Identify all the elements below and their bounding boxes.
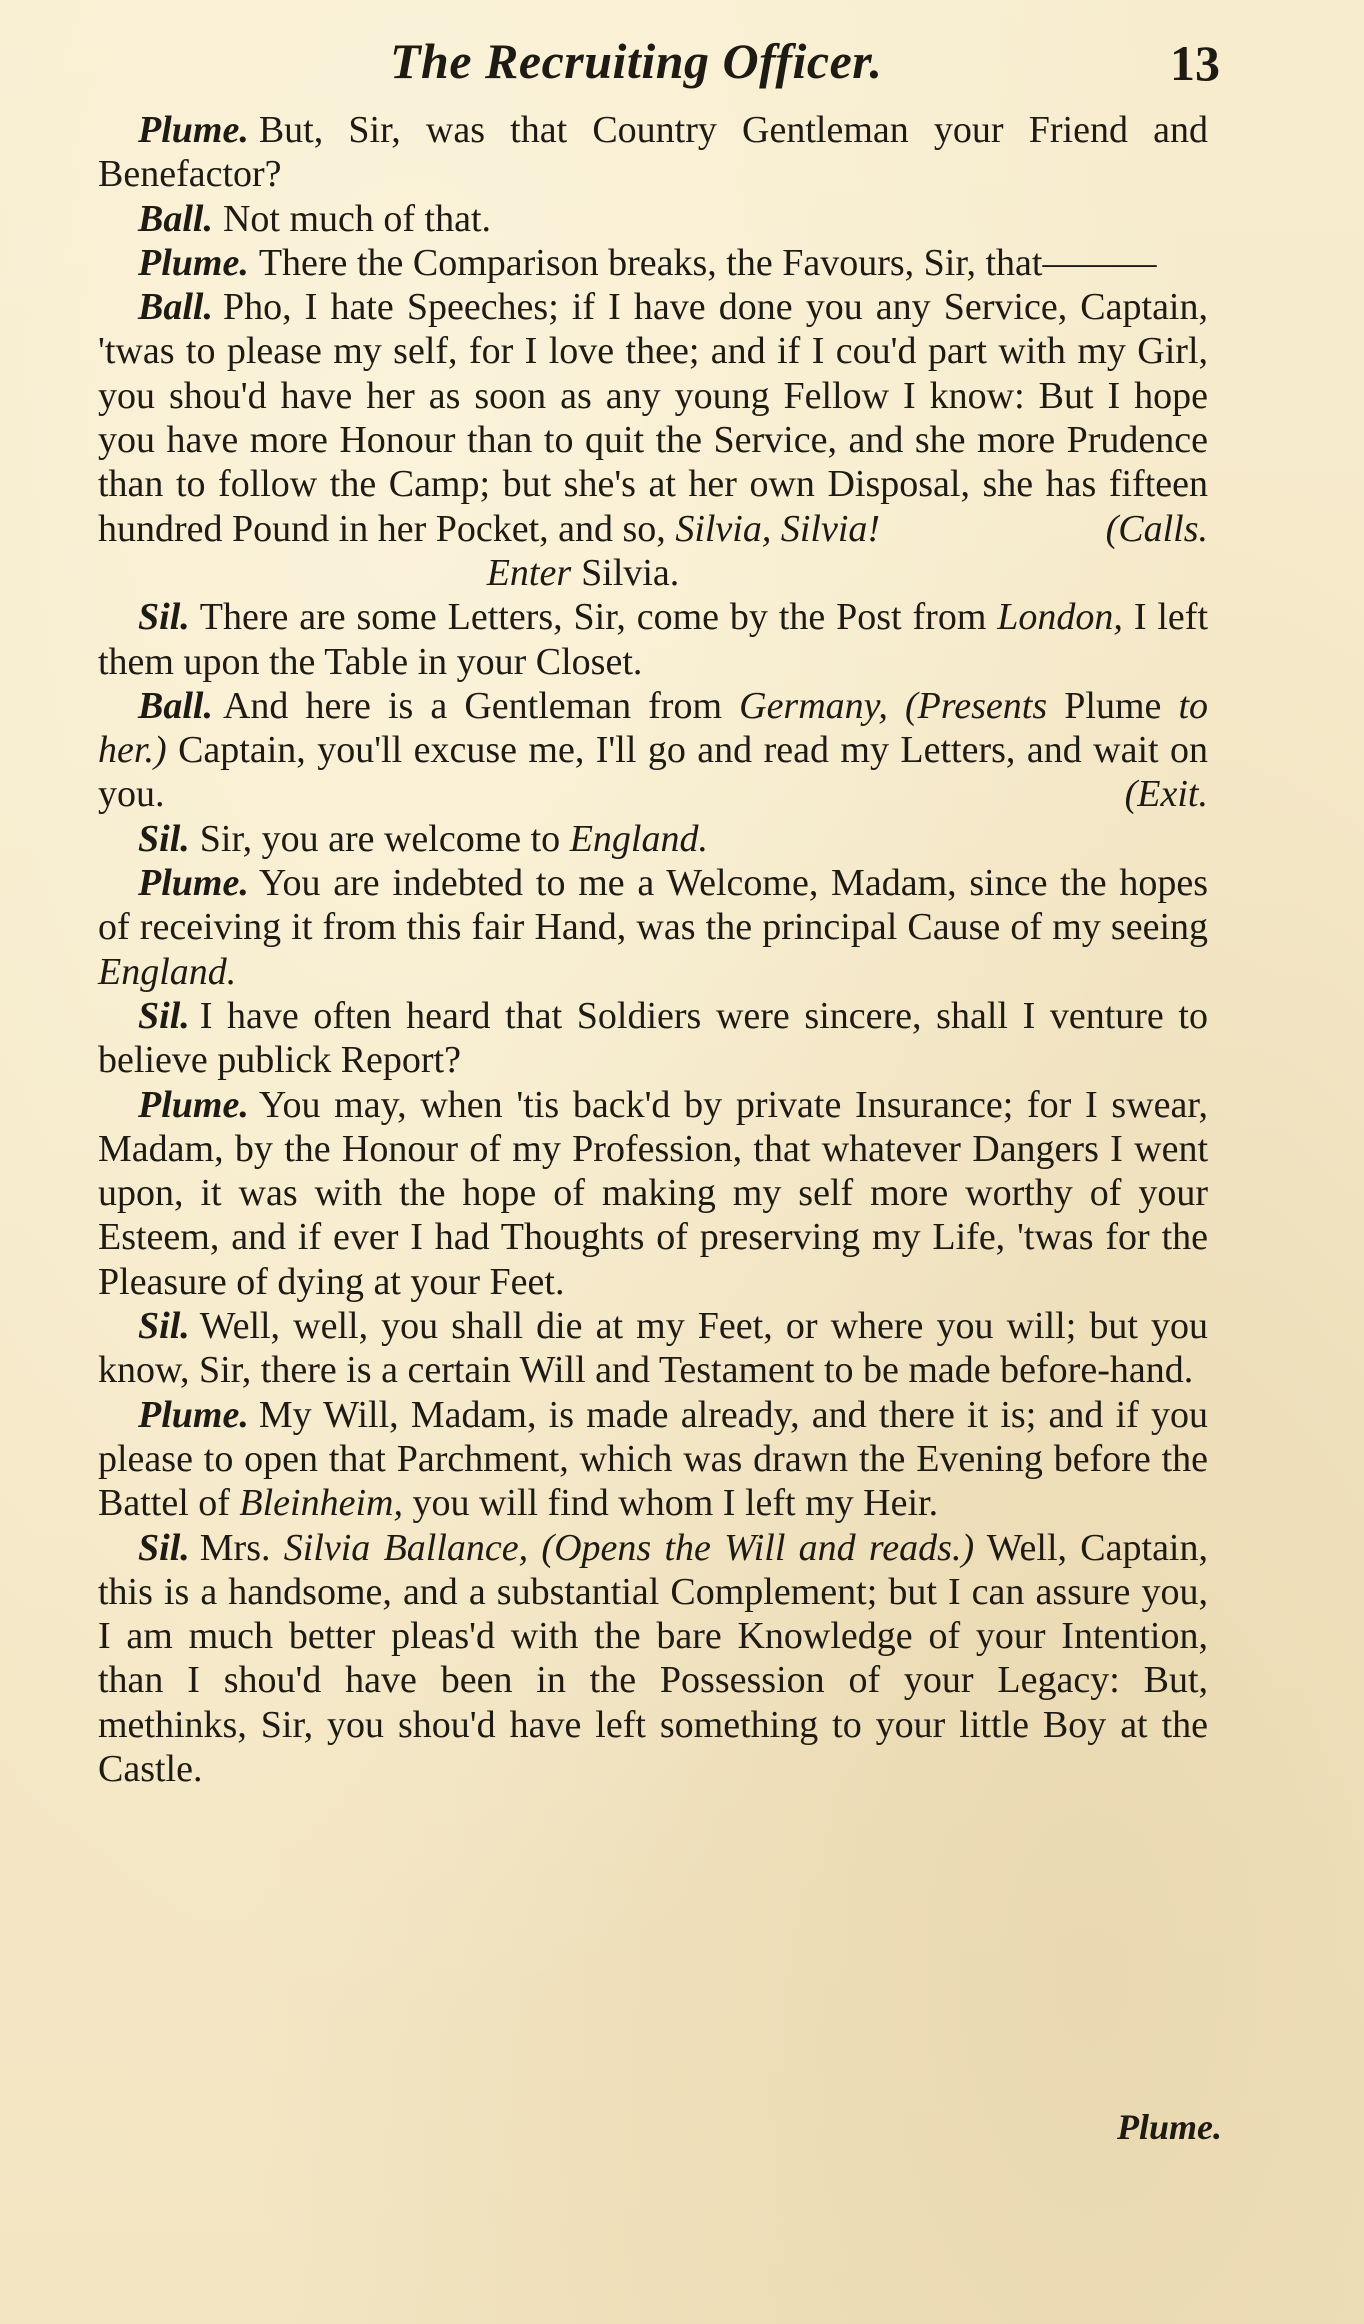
speaker-label: Plume. [138, 109, 249, 151]
speech-text: You are indebted to me a Welcome, Madam, since the hopes of receiving it from this fair Hand, was the principal Cause of my seeing [98, 862, 1208, 949]
speech-italic-name: Silvia, Silvia! [675, 507, 881, 550]
speech-sil-5 [98, 1526, 1208, 1792]
speech-plume-2 [98, 241, 1208, 285]
stage-direction-presents: (Presents [905, 684, 1048, 727]
speech-sil-2 [98, 817, 1208, 861]
speech-sil-1 [98, 595, 1208, 684]
speech-text: There are some Letters, Sir, come by the Post from [199, 596, 987, 639]
play-text [98, 108, 1208, 1791]
speech-sil-3 [98, 994, 1208, 1083]
speech-plume-5 [98, 1393, 1208, 1526]
speech-text-cont: you will find whom I left my Heir. [412, 1482, 939, 1525]
speech-text: There the Comparison breaks, the Favours, Sir, that——— [258, 241, 1157, 284]
speaker-label: Plume. [138, 1083, 249, 1126]
speech-text: Sir, you are welcome to [199, 817, 561, 860]
speaker-label: Sil. [138, 817, 190, 860]
speaker-label: Sil. [138, 1526, 190, 1569]
speaker-label: Ball. [138, 286, 213, 329]
speech-ball-1 [98, 197, 1208, 241]
speech-plume-4 [98, 1083, 1208, 1304]
speech-plume-1 [98, 108, 1208, 197]
speech-ball-3 [98, 684, 1208, 817]
speaker-label: Plume. [138, 241, 249, 284]
speaker-label: Ball. [138, 197, 213, 240]
running-title: The Recruiting Officer. [390, 33, 883, 89]
speaker-label: Sil. [138, 596, 190, 639]
speaker-label: Sil. [138, 994, 190, 1037]
stage-direction-exit: (Exit. [1124, 773, 1208, 816]
entrance-name: Silvia. [581, 551, 680, 594]
speech-ball-2 [98, 285, 1208, 551]
stage-direction-calls: (Calls. [1105, 507, 1208, 550]
speech-text-cont: Captain, you'll excuse me, I'll go and read my Letters, and wait on you. [98, 729, 1209, 816]
place-name-england: England. [569, 817, 708, 860]
character-name-plume: Plume [1064, 684, 1162, 727]
speaker-label: Plume. [138, 862, 249, 905]
place-name-london: London, [997, 596, 1123, 639]
stage-direction-to-her: to her.) [98, 684, 1209, 772]
speech-sil-4 [98, 1304, 1208, 1393]
speaker-label: Ball. [138, 684, 213, 727]
speech-text: My Will, Madam, is made already, and there it is; and if you please to open that Parchment, which was drawn the Evening before the Battel of [98, 1393, 1208, 1525]
catchword: Plume. [1117, 2107, 1222, 2147]
character-name-silvia-ballance: Silvia Ballance, [283, 1526, 529, 1569]
entrance-word: Enter [486, 551, 572, 594]
speech-text: You may, when 'tis back'd by private Insurance; for I swear, Madam, by the Honour of my Profession, that whatever Dangers I went upon, it was with the hope of making my self more worthy of your Esteem, and if ever I had Thoughts of preserving my Life, 'twas for the Pleasure of dying at your Feet. [98, 1083, 1208, 1303]
speech-text: I have often heard that Soldiers were sincere, shall I venture to believe publick Report? [98, 994, 1208, 1082]
entrance-direction [98, 551, 1208, 595]
speech-plume-3 [98, 861, 1208, 994]
page-number: 13 [1170, 35, 1220, 91]
speaker-label: Plume. [138, 1393, 249, 1436]
running-head [100, 28, 1220, 108]
speech-text: But, Sir, was that Country Gentleman your Friend and Benefactor? [98, 109, 1208, 196]
speech-text: Pho, I hate Speeches; if I have done you any Service, Captain, 'twas to please my self, for I love thee; and if I cou'd part with my Girl, you shou'd have her as soon as any young Fellow I know: But I hope you have more Honour than to quit the Service, and she more Prudence than to follow the Camp; but she's at her own Disposal, she has fifteen hundred Pound in her Pocket, and so, [98, 286, 1208, 550]
place-name-bleinheim: Bleinheim, [239, 1482, 403, 1525]
place-name-england: England. [98, 950, 237, 993]
speech-text-cont: I left them upon the Table in your Closet. [98, 596, 1209, 683]
speaker-label: Sil. [138, 1305, 190, 1348]
place-name-germany: Germany, [739, 684, 888, 727]
speech-text: Well, well, you shall die at my Feet, or where you will; but you know, Sir, there is a certain Will and Testament to be made before-hand. [98, 1305, 1208, 1392]
speech-text: Not much of that. [222, 197, 492, 240]
stage-direction-opens-will: (Opens the Will and reads.) [541, 1526, 975, 1569]
speech-text-cont: Well, Captain, this is a handsome, and a substantial Complement; but I can assure you, I am much better pleas'd with the bare Knowledge of your Intention, than I shou'd have been in the Possession of your Legacy: But, methinks, Sir, you shou'd have left something to your little Boy at the Castle. [98, 1526, 1208, 1790]
speech-text: And here is a Gentleman from [222, 684, 723, 727]
speech-text: Mrs. [199, 1526, 271, 1569]
